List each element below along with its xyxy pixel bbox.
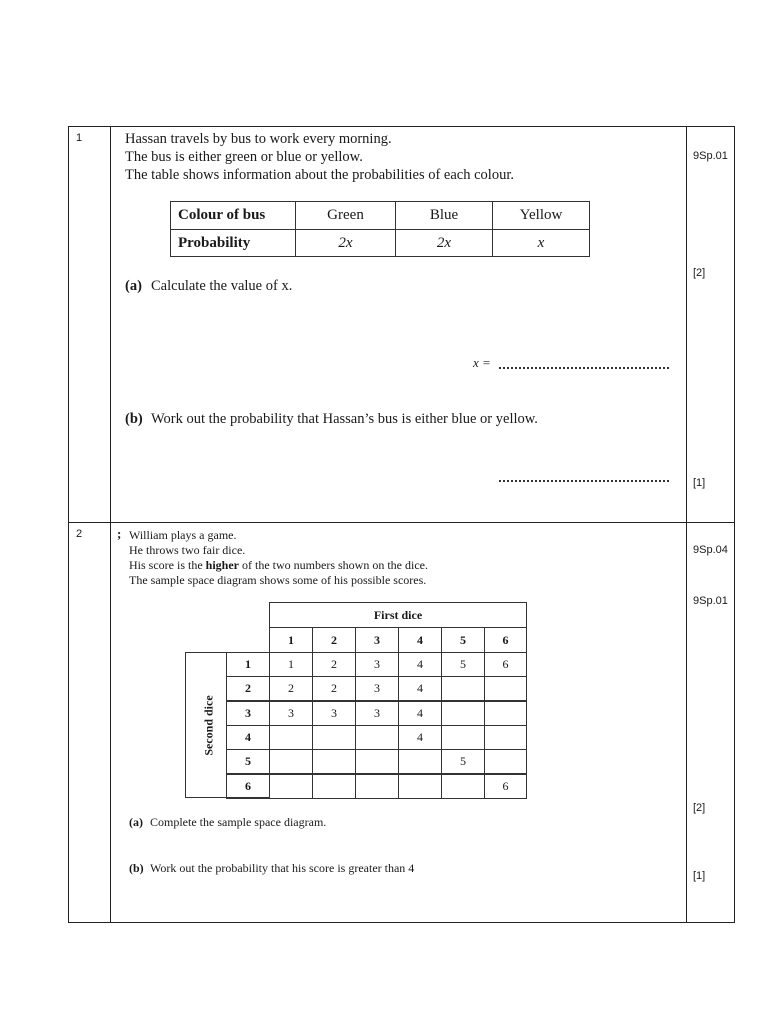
grid-cell [484, 749, 527, 774]
grid-cell: 6 [484, 774, 527, 799]
grid-cell: 3 [355, 652, 399, 677]
grid-cell [484, 725, 527, 750]
grid-cell [269, 749, 313, 774]
grid-cell: 2 [312, 676, 356, 701]
marks-part-a: [2] [693, 267, 706, 279]
column-header: 5 [441, 627, 485, 653]
answer-line[interactable] [499, 480, 669, 482]
marks-part-b: [1] [693, 477, 706, 489]
grid-cell: 4 [398, 701, 442, 726]
grid-cell [269, 725, 313, 750]
sample-space-diagram [245, 602, 526, 798]
grid-cell: 1 [269, 652, 313, 677]
marks-part-b: [1] [693, 870, 706, 882]
marks-part-a: [2] [693, 802, 706, 814]
row-header: 5 [226, 749, 270, 774]
answer-line[interactable] [499, 367, 669, 369]
grid-cell: 4 [398, 676, 442, 701]
second-dice-label: Second dice [201, 694, 216, 756]
grid-cell [484, 676, 527, 701]
probability-table [170, 201, 590, 257]
row-header: 1 [226, 652, 270, 677]
column-header: 4 [398, 627, 442, 653]
question-number: 2 [76, 528, 83, 540]
grid-cell [441, 774, 485, 799]
table-header-cell: Colour of bus [171, 202, 296, 230]
answer-label: x = [473, 355, 491, 370]
grid-cell [269, 774, 313, 799]
stem-line: The bus is either green or blue or yellow. [125, 149, 363, 165]
part-b-question: Work out the probability that Hassan’s bus is either blue or yellow. [151, 411, 538, 427]
part-a-question: Calculate the value of x. [151, 278, 293, 294]
table-header-cell: Green [296, 202, 396, 230]
stem-line: The sample space diagram shows some of his possible scores. [129, 573, 427, 587]
grid-cell [398, 749, 442, 774]
grid-cell: 5 [441, 652, 485, 677]
grid-cell: 3 [269, 701, 313, 726]
syllabus-ref: 9Sp.04 [693, 544, 728, 556]
table-cell: Probability [171, 230, 296, 257]
part-label: (a) [125, 278, 142, 294]
table-cell: 2x [396, 230, 493, 257]
grid-cell: 5 [441, 749, 485, 774]
grid-cell [441, 701, 485, 726]
question-1-row [69, 127, 734, 523]
grid-cell [355, 725, 399, 750]
stem-line: William plays a game. [129, 528, 237, 542]
grid-cell [441, 725, 485, 750]
part-label: (a) [129, 815, 143, 829]
grid-cell [398, 774, 442, 799]
part-b-question: Work out the probability that his score is greater than 4 [150, 861, 415, 875]
table-cell: x [493, 230, 590, 257]
stem-line: His score is the higher of the two numbers shown on the dice. [129, 558, 428, 572]
row-header: 6 [226, 774, 270, 799]
row-header: 2 [226, 676, 270, 701]
grid-cell: 4 [398, 725, 442, 750]
column-header: 3 [355, 627, 399, 653]
grid-cell: 3 [355, 701, 399, 726]
table-header-cell: Blue [396, 202, 493, 230]
part-label: (b) [125, 411, 143, 427]
table-cell: 2x [296, 230, 396, 257]
stem-line: Hassan travels by bus to work every morning. [125, 131, 392, 147]
part-a-question: Complete the sample space diagram. [150, 815, 327, 829]
question-number: 1 [76, 132, 83, 144]
grid-cell [312, 749, 356, 774]
stem-line: He throws two fair dice. [129, 543, 246, 557]
grid-cell [441, 676, 485, 701]
grid-cell: 4 [398, 652, 442, 677]
grid-cell [312, 774, 356, 799]
grid-cell [355, 749, 399, 774]
grid-cell: 3 [312, 701, 356, 726]
table-header-cell: Yellow [493, 202, 590, 230]
stem-line: The table shows information about the probabilities of each colour. [125, 167, 514, 183]
grid-cell: 2 [312, 652, 356, 677]
grid-cell [312, 725, 356, 750]
grid-cell [355, 774, 399, 799]
part-label: (b) [129, 861, 144, 875]
grid-cell: 2 [269, 676, 313, 701]
column-header: 6 [484, 627, 527, 653]
syllabus-ref: 9Sp.01 [693, 595, 728, 607]
syllabus-ref: 9Sp.01 [693, 150, 728, 162]
grid-cell: 3 [355, 676, 399, 701]
bullet: ; [117, 526, 122, 541]
grid-cell [484, 701, 527, 726]
row-header: 4 [226, 725, 270, 750]
column-header: 2 [312, 627, 356, 653]
first-dice-label: First dice [269, 602, 527, 628]
column-header: 1 [269, 627, 313, 653]
row-header: 3 [226, 701, 270, 726]
grid-cell: 6 [484, 652, 527, 677]
